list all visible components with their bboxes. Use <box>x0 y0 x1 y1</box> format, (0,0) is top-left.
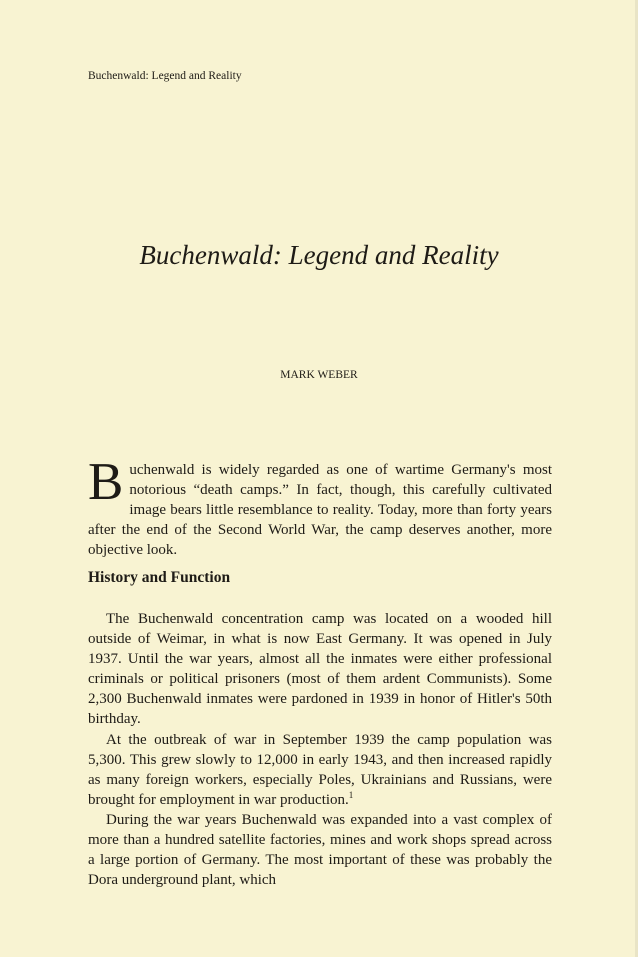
paragraph-text: During the war years Buchenwald was expanded into a vast complex of more than a hundred satellite factories, mines and work shops spread across a large portion of Germany. The most important of these was probably the Dora underground plant, which <box>88 811 552 889</box>
section-body <box>88 609 552 890</box>
running-head: Buchenwald: Legend and Reality <box>88 70 242 82</box>
paragraph <box>88 810 552 890</box>
article-title: Buchenwald: Legend and Reality <box>139 240 499 270</box>
section-heading: History and Function <box>88 569 231 586</box>
footnote-marker: 1 <box>348 789 354 800</box>
paragraph-text: The Buchenwald concentration camp was located on a wooded hill outside of Weimar, in what is now East Germany. It was opened in July 1937. Until the war years, almost all the inmates were either professional criminals or political prisoners (most of them ardent Communists). Some 2,300 Buchenwald inmates were pardoned in 1939 in honor of Hitler's 50th birthday. <box>88 611 552 728</box>
paragraph <box>88 609 552 730</box>
intro-text: uchenwald is widely regarded as one of wartime Germany's most notorious “death camps.” In fact, though, this carefully cultivated image bears little resemblance to reality. Today, more than forty years after the end of the Second World War, the camp deserves another, more objective look. <box>88 462 552 559</box>
intro-paragraph <box>88 453 552 560</box>
drop-cap: B <box>88 453 124 511</box>
paragraph-text: At the outbreak of war in September 1939 the camp population was 5,300. This grew slowly to 12,000 in early 1943, and then increased rapidly as many foreign workers, especially Poles, Ukrainians and Russians, were brought for employment in war production. <box>88 731 552 808</box>
paragraph <box>88 730 552 810</box>
author-name: MARK WEBER <box>280 369 358 381</box>
